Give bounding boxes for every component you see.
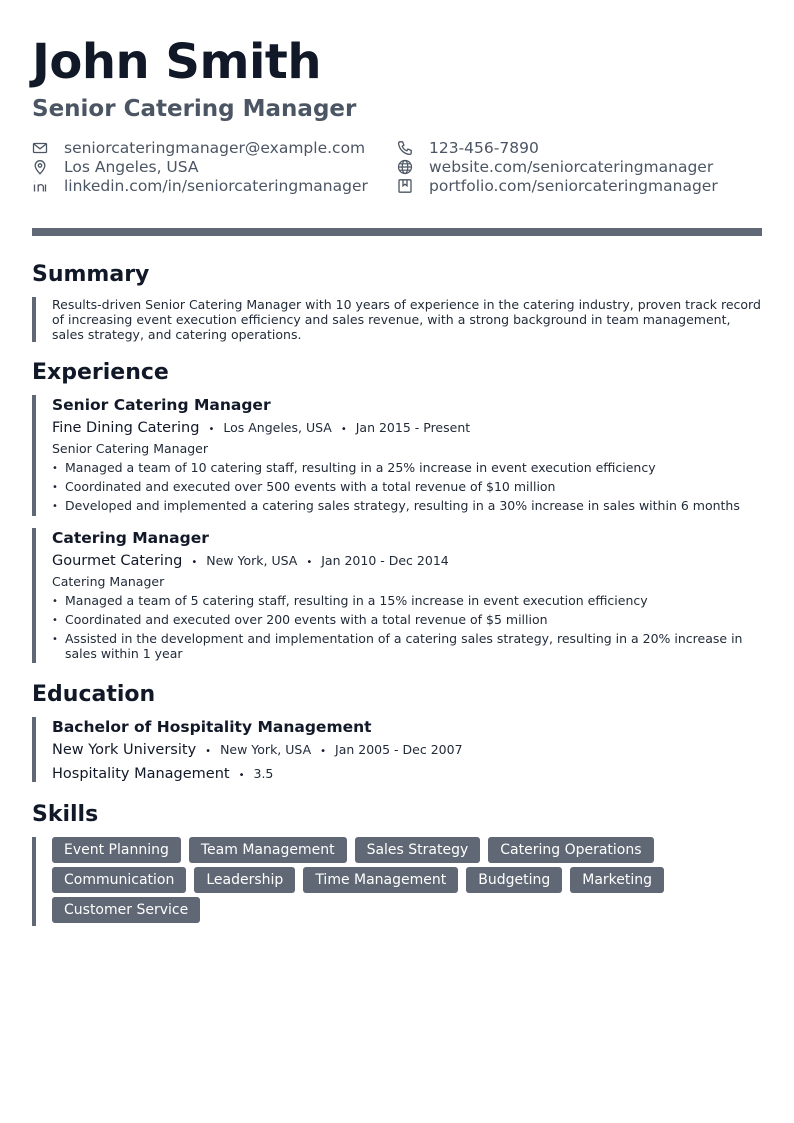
job-location: New York, USA	[206, 553, 298, 568]
list-item: • Coordinated and executed over 200 events with a total revenue of $5 million	[52, 612, 762, 627]
skill-chip: Sales Strategy	[355, 837, 481, 863]
contact-linkedin[interactable]	[32, 176, 368, 195]
skill-chip: Communication	[52, 867, 186, 893]
portfolio-text: portfolio.com/seniorcateringmanager	[429, 176, 718, 195]
phone-icon	[397, 140, 413, 156]
location-pin-icon	[32, 159, 48, 175]
skill-chip: Team Management	[189, 837, 347, 863]
skills-list	[52, 837, 762, 923]
skill-chip: Leadership	[194, 867, 295, 893]
education-meta	[52, 740, 762, 762]
separator-dot: •	[340, 424, 347, 435]
globe-icon	[397, 159, 413, 175]
summary-block	[32, 297, 762, 342]
website-text: website.com/seniorcateringmanager	[429, 157, 714, 176]
job-title: Catering Manager	[52, 529, 209, 547]
education-dates: Jan 2005 - Dec 2007	[335, 742, 463, 757]
bookmark-icon	[397, 178, 413, 194]
job-bullets	[52, 460, 762, 513]
list-item: • Coordinated and executed over 500 events with a total revenue of $10 million	[52, 479, 762, 494]
skill-chip: Budgeting	[466, 867, 562, 893]
gpa-value: 3.5	[253, 766, 274, 781]
separator-dot: •	[191, 557, 198, 568]
job-dates: Jan 2010 - Dec 2014	[321, 553, 449, 568]
mail-icon	[32, 140, 48, 156]
job-bullets	[52, 593, 762, 661]
experience-item	[32, 528, 762, 663]
summary-heading: Summary	[32, 262, 150, 287]
skills-heading: Skills	[32, 802, 99, 827]
job-role: Catering Manager	[52, 574, 165, 589]
skill-chip: Event Planning	[52, 837, 181, 863]
separator-dot: •	[306, 557, 313, 568]
linkedin-text: linkedin.com/in/seniorcateringmanager	[64, 176, 368, 195]
list-item: • Managed a team of 5 catering staff, resulting in a 15% increase in event execution efficiency	[52, 593, 762, 608]
email-text: seniorcateringmanager@example.com	[64, 138, 366, 157]
experience-item	[32, 395, 762, 516]
skill-chip: Catering Operations	[488, 837, 653, 863]
contact-phone[interactable]	[397, 138, 539, 157]
separator-dot: •	[320, 746, 327, 757]
contact-location	[32, 157, 199, 176]
field-of-study: Hospitality Management	[52, 766, 230, 782]
separator-dot: •	[238, 770, 245, 781]
job-role: Senior Catering Manager	[52, 441, 208, 456]
candidate-name: John Smith	[32, 34, 322, 90]
separator-dot: •	[208, 424, 215, 435]
list-item: • Developed and implemented a catering sales strategy, resulting in a 30% increase in sales within 6 months	[52, 498, 762, 513]
list-item: • Managed a team of 10 catering staff, resulting in a 25% increase in event execution efficiency	[52, 460, 762, 475]
location-text: Los Angeles, USA	[64, 157, 199, 176]
separator-dot: •	[205, 746, 212, 757]
company-name: Fine Dining Catering	[52, 420, 200, 436]
candidate-title: Senior Catering Manager	[32, 96, 357, 122]
education-item	[32, 717, 762, 782]
education-field-row	[52, 764, 762, 786]
job-location: Los Angeles, USA	[223, 420, 332, 435]
contact-email[interactable]	[32, 138, 365, 157]
job-meta	[52, 551, 762, 573]
school-location: New York, USA	[220, 742, 312, 757]
job-dates: Jan 2015 - Present	[355, 420, 471, 435]
linkedin-icon	[32, 178, 48, 194]
job-meta	[52, 418, 762, 440]
list-item: • Assisted in the development and implementation of a catering sales strategy, resulting in a 20% increase in sales within 1 year	[52, 631, 762, 661]
skill-chip: Customer Service	[52, 897, 200, 923]
contact-website[interactable]	[397, 157, 713, 176]
summary-text: Results-driven Senior Catering Manager with 10 years of experience in the catering industry, proven track record of increasing event execution efficiency and sales revenue, with a strong background in team management, sales strategy, and catering operations.	[52, 297, 761, 342]
degree-title: Bachelor of Hospitality Management	[52, 718, 372, 736]
experience-heading: Experience	[32, 360, 169, 385]
contact-portfolio[interactable]	[397, 176, 718, 195]
skills-block	[32, 837, 762, 926]
education-heading: Education	[32, 682, 156, 707]
school-name: New York University	[52, 742, 197, 758]
phone-text: 123-456-7890	[429, 138, 539, 157]
header-divider	[32, 228, 762, 236]
skill-chip: Marketing	[570, 867, 664, 893]
job-title: Senior Catering Manager	[52, 396, 271, 414]
company-name: Gourmet Catering	[52, 553, 183, 569]
skill-chip: Time Management	[303, 867, 458, 893]
